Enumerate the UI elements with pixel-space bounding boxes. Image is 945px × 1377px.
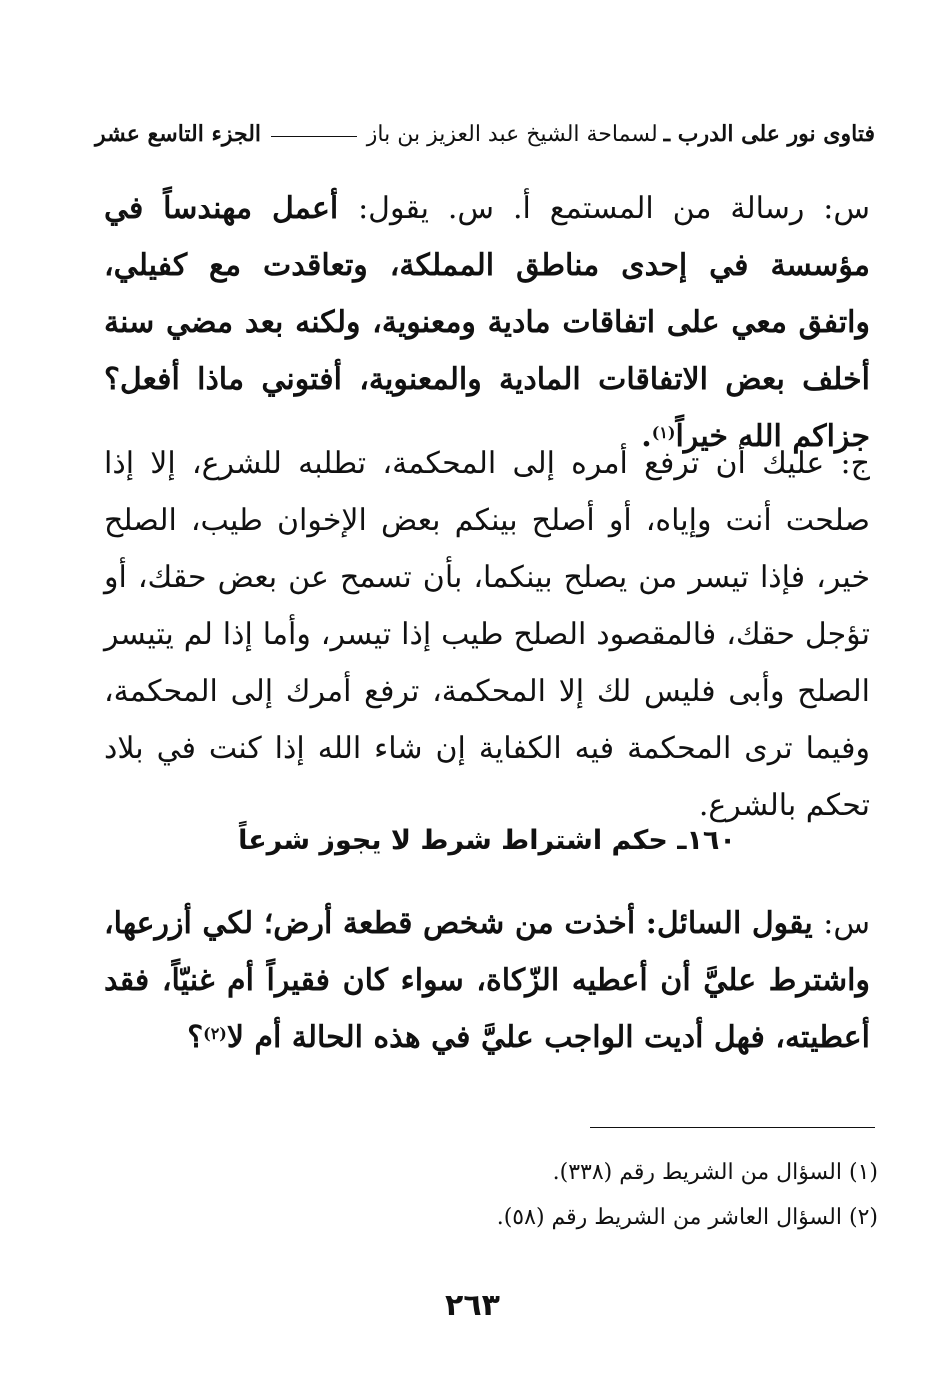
footnote-ref-1: (١) xyxy=(651,423,676,442)
answer-1 xyxy=(104,435,870,834)
book-title: فتاوى نور على الدرب ـ xyxy=(663,121,875,147)
question-2-text: يقول السائل: أخذت من شخص قطعة أرض؛ لكي أزرعها، واشترط عليَّ أن أعطيه الزّكاة، سواء كان فقيراً أم غنيّاً، فقد أعطيته، فهل أديت الواجب عليَّ في هذه الحالة أم لا xyxy=(104,906,870,1055)
footnote-2: (٢) السؤال العاشر من الشريط رقم (٥٨). xyxy=(496,1205,878,1230)
question-1 xyxy=(104,180,870,465)
volume-part: الجزء التاسع عشر xyxy=(95,121,262,147)
running-header xyxy=(95,112,875,156)
question-2-lead: س: xyxy=(823,906,870,941)
section-title: ١٦٠ـ حكم اشتراط شرط لا يجوز شرعاً xyxy=(238,825,736,856)
footnote-ref-2: (٢) xyxy=(203,1024,227,1043)
question-1-text: أعمل مهندساً في مؤسسة في إحدى مناطق المملكة، وتعاقدت مع كفيلي، واتفق معي على اتفاقات مادية ومعنوية، ولكنه بعد مضي سنة أخلف بعض الاتفاقات المادية والمعنوية، أفتوني ماذا أفعل؟ جزاكم الله خيراً xyxy=(104,191,870,454)
author-name: لسماحة الشيخ عبد العزيز بن باز xyxy=(366,121,658,147)
question-2-end: ؟ xyxy=(187,1020,204,1055)
footnotes xyxy=(104,1150,878,1240)
header-rule xyxy=(271,136,357,137)
answer-1-text: ج: عليك أن ترفع أمره إلى المحكمة، تطلبه للشرع، إلا إذا صلحت أنت وإياه، أو أصلح بينكم بعض الإخوان طيب، الصلح خير، فإذا تيسر من يصلح بينكما، بأن تسمح عن بعض حقك، أو تؤجل حقك، فالمقصود الصلح طيب إذا تيسر، وأما إذا لم يتيسر الصلح وأبى فليس لك إلا المحكمة، ترفع أمرك إلى المحكمة، وفيما ترى المحكمة فيه الكفاية إن شاء الله إذا كنت في بلاد تحكم بالشرع. xyxy=(104,446,870,823)
page-number: ٢٦٣ xyxy=(445,1288,500,1323)
footnote-separator xyxy=(590,1127,875,1128)
question-2 xyxy=(104,895,870,1066)
footnote-1: (١) السؤال من الشريط رقم (٣٣٨). xyxy=(552,1160,878,1185)
question-1-lead: س: رسالة من المستمع أ. س. يقول: xyxy=(358,191,870,226)
question-1-end: . xyxy=(641,419,652,454)
